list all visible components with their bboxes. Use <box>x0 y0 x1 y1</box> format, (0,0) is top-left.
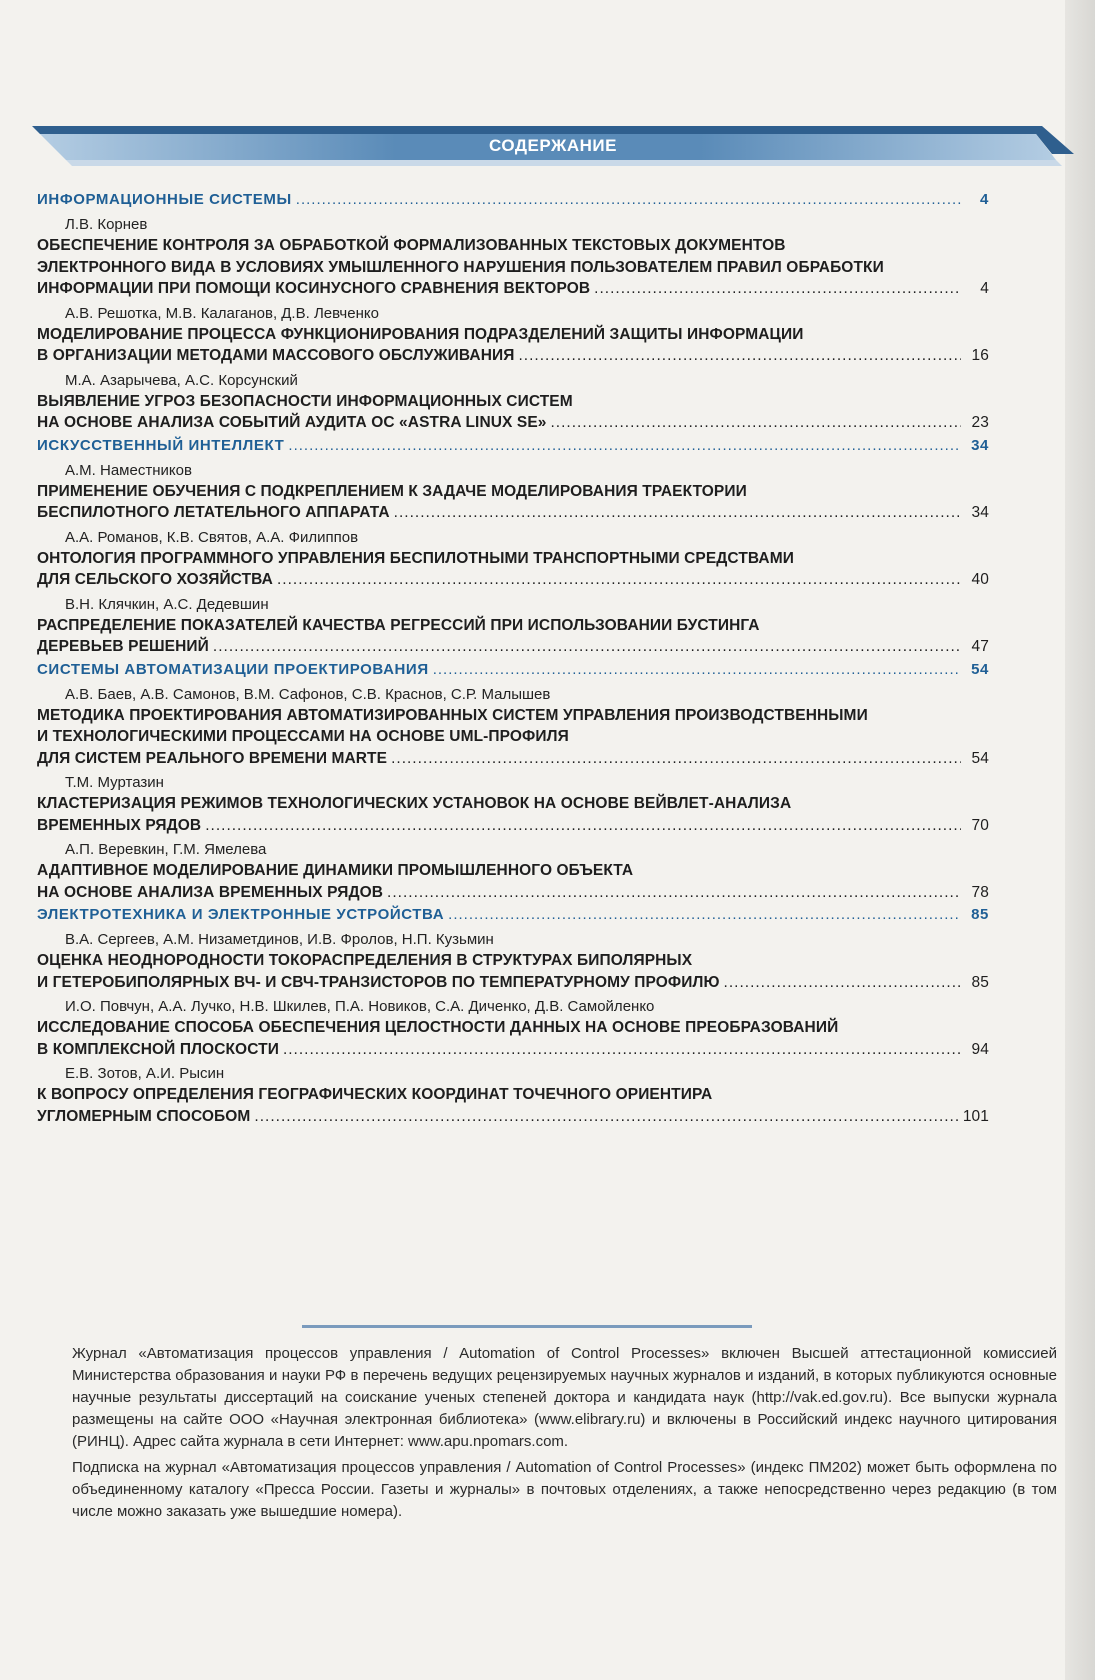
toc-article-title-line <box>37 345 989 367</box>
leader-dots <box>394 502 961 524</box>
leader-dots <box>551 412 962 434</box>
page-number: 23 <box>971 414 989 431</box>
toc-authors <box>37 527 989 548</box>
page-number: 4 <box>980 280 989 297</box>
section-title: ЭЛЕКТРОТЕХНИКА И ЭЛЕКТРОННЫЕ УСТРОЙСТВА <box>37 906 445 923</box>
subscription-info-paragraph: Подписка на журнал «Автоматизация процессов управления / Automation of Control Processes» (индекс ПМ202) может быть оформлена по объединенному каталогу «Пресса России. Газеты и журналы» в почтовых отделениях, а также непосредственно через редакцию (в том числе можно заказать уже вышедшие номера). <box>72 1459 1057 1520</box>
toc-article-title-line <box>37 502 989 524</box>
toc-article-title-line <box>37 257 989 279</box>
toc-authors <box>37 772 989 793</box>
toc-article-title-line <box>37 235 989 257</box>
article-authors: А.М. Наместников <box>65 461 192 479</box>
article-title: ДЛЯ СЕЛЬСКОГО ХОЗЯЙСТВА <box>37 571 273 588</box>
article-authors: А.А. Романов, К.В. Святов, А.А. Филиппов <box>65 528 359 546</box>
toc-article-title-line <box>37 569 989 591</box>
leader-dots <box>391 748 961 770</box>
toc-article-title-line <box>37 793 989 815</box>
article-title: НА ОСНОВЕ АНАЛИЗА ВРЕМЕННЫХ РЯДОВ <box>37 883 384 901</box>
toc-authors <box>37 460 989 481</box>
toc-authors <box>37 839 989 860</box>
journal-info-paragraph: Журнал «Автоматизация процессов управления / Automation of Control Processes» включен Высшей аттестационной комиссией Министерства образования и науки РФ в перечень ведущих рецензируемых научных журналов и изданий, в которых публикуются основные научные результаты диссертаций на соискание ученых степеней доктора и кандидата наук (http://vak.ed.gov.ru). Все выпуски журнала размещены на сайте ООО «Научная электронная библиотека» (www.elibrary.ru) и включены в Российский индекс научного цитирования (РИНЦ). Адрес сайта журнала в сети Интернет: www.apu.npomars.com. <box>72 1345 1057 1450</box>
leader-dots <box>205 815 961 837</box>
leader-dots <box>277 569 961 591</box>
article-title: ДЕРЕВЬЕВ РЕШЕНИЙ <box>37 638 209 655</box>
article-title: И ГЕТЕРОБИПОЛЯРНЫХ ВЧ- И СВЧ-ТРАНЗИСТОРОВ ПО ТЕМПЕРАТУРНОМУ ПРОФИЛЮ <box>37 973 720 991</box>
toc-article-title-line <box>37 391 989 413</box>
article-title: В ОРГАНИЗАЦИИ МЕТОДАМИ МАССОВОГО ОБСЛУЖИВАНИЯ <box>37 347 515 364</box>
toc-article-title-line <box>37 882 989 904</box>
article-title: ВЫЯВЛЕНИЕ УГРОЗ БЕЗОПАСНОСТИ ИНФОРМАЦИОННЫХ СИСТЕМ <box>37 392 573 410</box>
toc-authors <box>37 929 989 950</box>
page-number: 78 <box>971 883 989 901</box>
page-edge <box>1065 0 1095 1680</box>
toc-authors <box>37 594 989 615</box>
article-authors: Л.В. Корнев <box>65 216 148 233</box>
article-title: К ВОПРОСУ ОПРЕДЕЛЕНИЯ ГЕОГРАФИЧЕСКИХ КООРДИНАТ ТОЧЕЧНОГО ОРИЕНТИРА <box>37 1086 713 1103</box>
leader-dots <box>254 1106 958 1128</box>
article-authors: Е.В. Зотов, А.И. Рысин <box>65 1065 225 1082</box>
toc-article-title-line <box>37 815 989 837</box>
toc-section-heading <box>37 904 989 926</box>
page-number: 34 <box>971 504 989 521</box>
toc-section-heading <box>37 189 989 211</box>
toc-authors <box>37 214 989 235</box>
page-number: 34 <box>971 436 989 454</box>
article-title: УГЛОМЕРНЫМ СПОСОБОМ <box>37 1107 251 1125</box>
leader-dots <box>724 972 961 994</box>
contents-title: СОДЕРЖАНИЕ <box>489 136 617 155</box>
page-number: 85 <box>971 906 989 923</box>
article-title: КЛАСТЕРИЗАЦИЯ РЕЖИМОВ ТЕХНОЛОГИЧЕСКИХ УСТАНОВОК НА ОСНОВЕ ВЕЙВЛЕТ-АНАЛИЗА <box>37 795 792 812</box>
page-number: 4 <box>980 191 989 208</box>
article-title: ВРЕМЕННЫХ РЯДОВ <box>37 816 202 834</box>
toc-article-title-line <box>37 726 989 748</box>
page-number: 54 <box>971 660 989 678</box>
article-authors: М.А. Азарычева, А.С. Корсунский <box>65 371 298 389</box>
page-number: 85 <box>971 973 989 991</box>
leader-dots <box>213 636 961 658</box>
article-title: И ТЕХНОЛОГИЧЕСКИМИ ПРОЦЕССАМИ НА ОСНОВЕ UML-ПРОФИЛЯ <box>37 728 569 745</box>
article-authors: И.О. Повчун, А.А. Лучко, Н.В. Шкилев, П.А. Новиков, С.А. Диченко, Д.В. Самойленко <box>65 998 655 1015</box>
article-title: ОЦЕНКА НЕОДНОРОДНОСТИ ТОКОРАСПРЕДЕЛЕНИЯ В СТРУКТУРАХ БИПОЛЯРНЫХ <box>37 952 693 969</box>
toc-section-heading <box>37 659 989 681</box>
toc-article-title-line <box>37 1084 989 1106</box>
page-number: 47 <box>971 638 989 655</box>
article-title: ОБЕСПЕЧЕНИЕ КОНТРОЛЯ ЗА ОБРАБОТКОЙ ФОРМАЛИЗОВАННЫХ ТЕКСТОВЫХ ДОКУМЕНТОВ <box>37 237 786 254</box>
toc-article-title-line <box>37 278 989 300</box>
article-title: МОДЕЛИРОВАНИЕ ПРОЦЕССА ФУНКЦИОНИРОВАНИЯ ПОДРАЗДЕЛЕНИЙ ЗАЩИТЫ ИНФОРМАЦИИ <box>37 325 804 343</box>
leader-dots <box>518 345 961 367</box>
toc-authors <box>37 370 989 391</box>
toc-article-title-line <box>37 748 989 770</box>
toc-article-title-line <box>37 548 989 570</box>
leader-dots <box>296 189 961 211</box>
article-title: ИССЛЕДОВАНИЕ СПОСОБА ОБЕСПЕЧЕНИЯ ЦЕЛОСТНОСТИ ДАННЫХ НА ОСНОВЕ ПРЕОБРАЗОВАНИЙ <box>37 1019 839 1036</box>
article-authors: В.Н. Клячкин, А.С. Дедевшин <box>65 595 269 613</box>
contents-banner <box>32 126 1074 170</box>
page-number: 54 <box>971 749 989 767</box>
leader-dots <box>387 882 961 904</box>
page-number: 94 <box>971 1040 989 1058</box>
toc-article-title-line <box>37 705 989 727</box>
toc-article-title-line <box>37 972 989 994</box>
toc-article-title-line <box>37 860 989 882</box>
article-title: ЭЛЕКТРОННОГО ВИДА В УСЛОВИЯХ УМЫШЛЕННОГО НАРУШЕНИЯ ПОЛЬЗОВАТЕЛЕМ ПРАВИЛ ОБРАБОТКИ <box>37 258 884 276</box>
page-number: 40 <box>971 571 989 588</box>
article-authors: А.П. Веревкин, Г.М. Ямелева <box>65 841 267 858</box>
article-title: ОНТОЛОГИЯ ПРОГРАММНОГО УПРАВЛЕНИЯ БЕСПИЛОТНЫМИ ТРАНСПОРТНЫМИ СРЕДСТВАМИ <box>37 549 794 567</box>
toc-article-title-line <box>37 481 989 503</box>
leader-dots <box>448 904 961 926</box>
toc-authors <box>37 303 989 324</box>
leader-dots <box>288 435 961 457</box>
toc-article-title-line <box>37 412 989 434</box>
leader-dots <box>594 278 961 300</box>
toc-article-title-line <box>37 324 989 346</box>
article-authors: А.В. Баев, А.В. Самонов, В.М. Сафонов, С.В. Краснов, С.Р. Малышев <box>65 685 551 703</box>
article-authors: В.А. Сергеев, А.М. Низаметдинов, И.В. Фролов, Н.П. Кузьмин <box>65 931 494 948</box>
section-title: СИСТЕМЫ АВТОМАТИЗАЦИИ ПРОЕКТИРОВАНИЯ <box>37 660 429 678</box>
article-title: ДЛЯ СИСТЕМ РЕАЛЬНОГО ВРЕМЕНИ MARTE <box>37 749 388 767</box>
toc-article-title-line <box>37 950 989 972</box>
page-number: 16 <box>971 347 989 364</box>
leader-dots <box>283 1039 961 1061</box>
toc-authors <box>37 1063 989 1084</box>
leader-dots <box>433 659 961 681</box>
article-title: АДАПТИВНОЕ МОДЕЛИРОВАНИЕ ДИНАМИКИ ПРОМЫШЛЕННОГО ОБЪЕКТА <box>37 862 634 879</box>
toc-article-title-line <box>37 1039 989 1061</box>
article-title: ПРИМЕНЕНИЕ ОБУЧЕНИЯ С ПОДКРЕПЛЕНИЕМ К ЗАДАЧЕ МОДЕЛИРОВАНИЯ ТРАЕКТОРИИ <box>37 482 747 500</box>
article-title: НА ОСНОВЕ АНАЛИЗА СОБЫТИЙ АУДИТА ОС «ASTRA LINUX SE» <box>37 414 547 431</box>
toc-section-heading <box>37 435 989 457</box>
page-number: 101 <box>962 1107 989 1125</box>
article-authors: А.В. Решотка, М.В. Калаганов, Д.В. Левченко <box>65 304 379 322</box>
toc-authors <box>37 996 989 1017</box>
article-title: ИНФОРМАЦИИ ПРИ ПОМОЩИ КОСИНУСНОГО СРАВНЕНИЯ ВЕКТОРОВ <box>37 280 591 297</box>
toc-article-title-line <box>37 636 989 658</box>
article-title: В КОМПЛЕКСНОЙ ПЛОСКОСТИ <box>37 1040 279 1058</box>
section-title: ИНФОРМАЦИОННЫЕ СИСТЕМЫ <box>37 191 292 208</box>
table-of-contents <box>37 188 989 1127</box>
toc-article-title-line <box>37 1017 989 1039</box>
journal-info <box>72 1343 1057 1523</box>
footer-divider <box>302 1325 752 1328</box>
article-title: МЕТОДИКА ПРОЕКТИРОВАНИЯ АВТОМАТИЗИРОВАННЫХ СИСТЕМ УПРАВЛЕНИЯ ПРОИЗВОДСТВЕННЫМИ <box>37 706 868 724</box>
toc-article-title-line <box>37 1106 989 1128</box>
article-title: РАСПРЕДЕЛЕНИЕ ПОКАЗАТЕЛЕЙ КАЧЕСТВА РЕГРЕССИЙ ПРИ ИСПОЛЬЗОВАНИИ БУСТИНГА <box>37 616 760 634</box>
section-title: ИСКУССТВЕННЫЙ ИНТЕЛЛЕКТ <box>37 436 285 454</box>
toc-authors <box>37 684 989 705</box>
article-title: БЕСПИЛОТНОГО ЛЕТАТЕЛЬНОГО АППАРАТА <box>37 504 390 521</box>
page-number: 70 <box>971 816 989 834</box>
article-authors: Т.М. Муртазин <box>65 774 164 791</box>
toc-article-title-line <box>37 615 989 637</box>
